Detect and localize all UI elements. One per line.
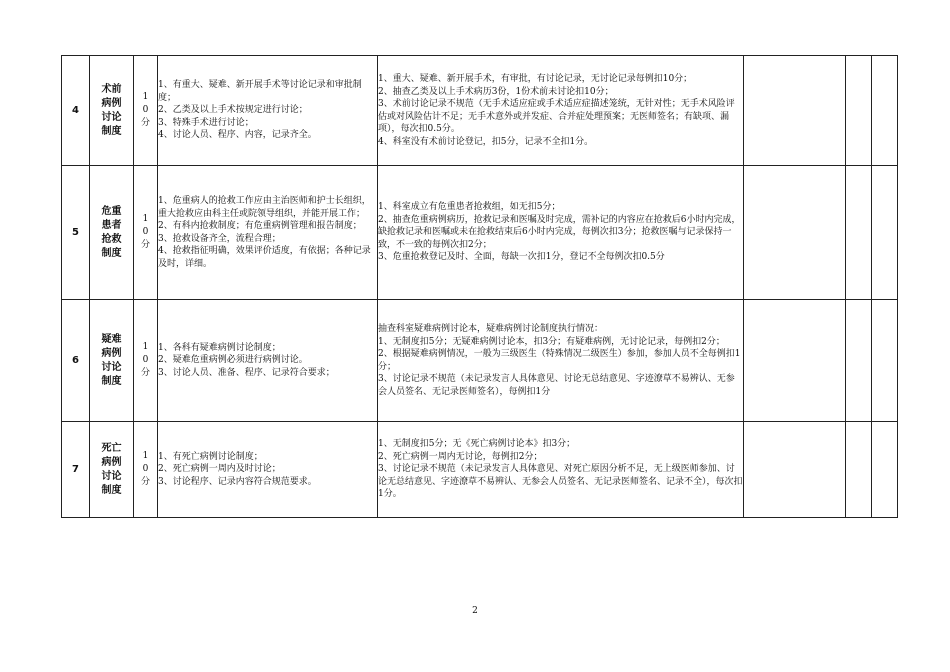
scoring-method-text: 1、重大、疑难、新开展手术，有审批，有讨论记录，无讨论记录每例扣10分； 2、抽查乙类及以上手术病历3份，1份术前未讨论扣10分； 3、术前讨论记录不规范（无手术适应症或手术适应症描述笼统，无针对性；无手术风险评估或对风险估计不足；无手术意外或并发症、合并症处理预案；无医师签名；有缺项、漏项），每次扣0.5分。 4、科室没有术前讨论登记，扣5分，记录不全扣1分。 <box>378 56 744 166</box>
score-value: 10分 <box>140 214 150 250</box>
item-name: 术前病例讨论制度 <box>101 83 122 137</box>
blank-cell <box>744 56 846 166</box>
blank-cell <box>872 166 898 300</box>
scoring-method-text: 1、科室成立有危重患者抢救组，如无扣5分； 2、抽查危重病例病历，抢救记录和医嘱及时完成，需补记的内容应在抢救后6小时内完成，缺抢救记录和医嘱或未在抢救结束后6小时内完成，每例次扣3分；抢救医嘱与记录保持一致，不一致的每例次扣2分； 3、危重抢救登记及时、全面，每缺一次扣1分，登记不全每例次扣0.5分 <box>378 166 744 300</box>
score-value: 10分 <box>140 451 150 487</box>
blank-cell <box>872 300 898 422</box>
evaluation-table <box>61 55 898 518</box>
standard-text: 1、危重病人的抢救工作应由主治医师和护士长组织，重大抢救应由科主任或院领导组织，并能开展工作； 2、有科内抢救制度；有危重病例管理和报告制度； 3、抢救设备齐全，流程合理； 4、抢救指征明确，效果评价适度，有依据；各种记录及时，详细。 <box>158 166 378 300</box>
item-name-cell <box>90 422 134 518</box>
item-name-cell <box>90 56 134 166</box>
row-number: 7 <box>62 422 90 518</box>
table-row <box>62 56 898 166</box>
score-cell <box>134 422 158 518</box>
standard-text: 1、各科有疑难病例讨论制度； 2、疑难危重病例必须进行病例讨论。 3、讨论人员、准备、程序、记录符合要求； <box>158 300 378 422</box>
row-number: 5 <box>62 166 90 300</box>
item-name-cell <box>90 300 134 422</box>
blank-cell <box>744 422 846 518</box>
item-name: 疑难病例讨论制度 <box>101 333 122 387</box>
blank-cell <box>846 56 872 166</box>
table-row <box>62 422 898 518</box>
blank-cell <box>846 166 872 300</box>
blank-cell <box>846 422 872 518</box>
scoring-method-text: 1、无制度扣5分；无《死亡病例讨论本》扣3分； 2、死亡病例一周内无讨论，每例扣2分； 3、讨论记录不规范（未记录发言人具体意见、对死亡原因分析不足，无上级医师参加、讨论无总结意见、字迹潦草不易辨认、无参会人员签名、无记录医师签名、记录不全），每次扣1分。 <box>378 422 744 518</box>
table-row <box>62 166 898 300</box>
blank-cell <box>744 300 846 422</box>
blank-cell <box>744 166 846 300</box>
standard-text: 1、有重大、疑难、新开展手术等讨论记录和审批制度； 2、乙类及以上手术按规定进行讨论； 3、特殊手术进行讨论； 4、讨论人员、程序、内容，记录齐全。 <box>158 56 378 166</box>
page-number: 2 <box>472 606 478 616</box>
blank-cell <box>872 422 898 518</box>
standard-text: 1、有死亡病例讨论制度； 2、死亡病例一周内及时讨论； 3、讨论程序、记录内容符合规范要求。 <box>158 422 378 518</box>
table-row <box>62 300 898 422</box>
score-cell <box>134 56 158 166</box>
blank-cell <box>846 300 872 422</box>
item-name: 危重患者抢救制度 <box>101 205 122 259</box>
row-number: 6 <box>62 300 90 422</box>
row-number: 4 <box>62 56 90 166</box>
score-value: 10分 <box>140 92 150 128</box>
item-name-cell <box>90 166 134 300</box>
score-value: 10分 <box>140 342 150 378</box>
score-cell <box>134 166 158 300</box>
item-name: 死亡病例讨论制度 <box>101 442 122 496</box>
scoring-method-text: 抽查科室疑难病例讨论本，疑难病例讨论制度执行情况： 1、无制度扣5分；无疑难病例讨论本，扣3分；有疑难病例，无讨论记录，每例扣2分； 2、根据疑难病例情况，一般为三级医生（特殊情况二级医生）参加，参加人员不全每例扣1分； 3、讨论记录不规范（未记录发言人具体意见、讨论无总结意见、字迹潦草不易辨认、无参会人员签名、无记录医师签名），每例扣1分 <box>378 300 744 422</box>
blank-cell <box>872 56 898 166</box>
score-cell <box>134 300 158 422</box>
